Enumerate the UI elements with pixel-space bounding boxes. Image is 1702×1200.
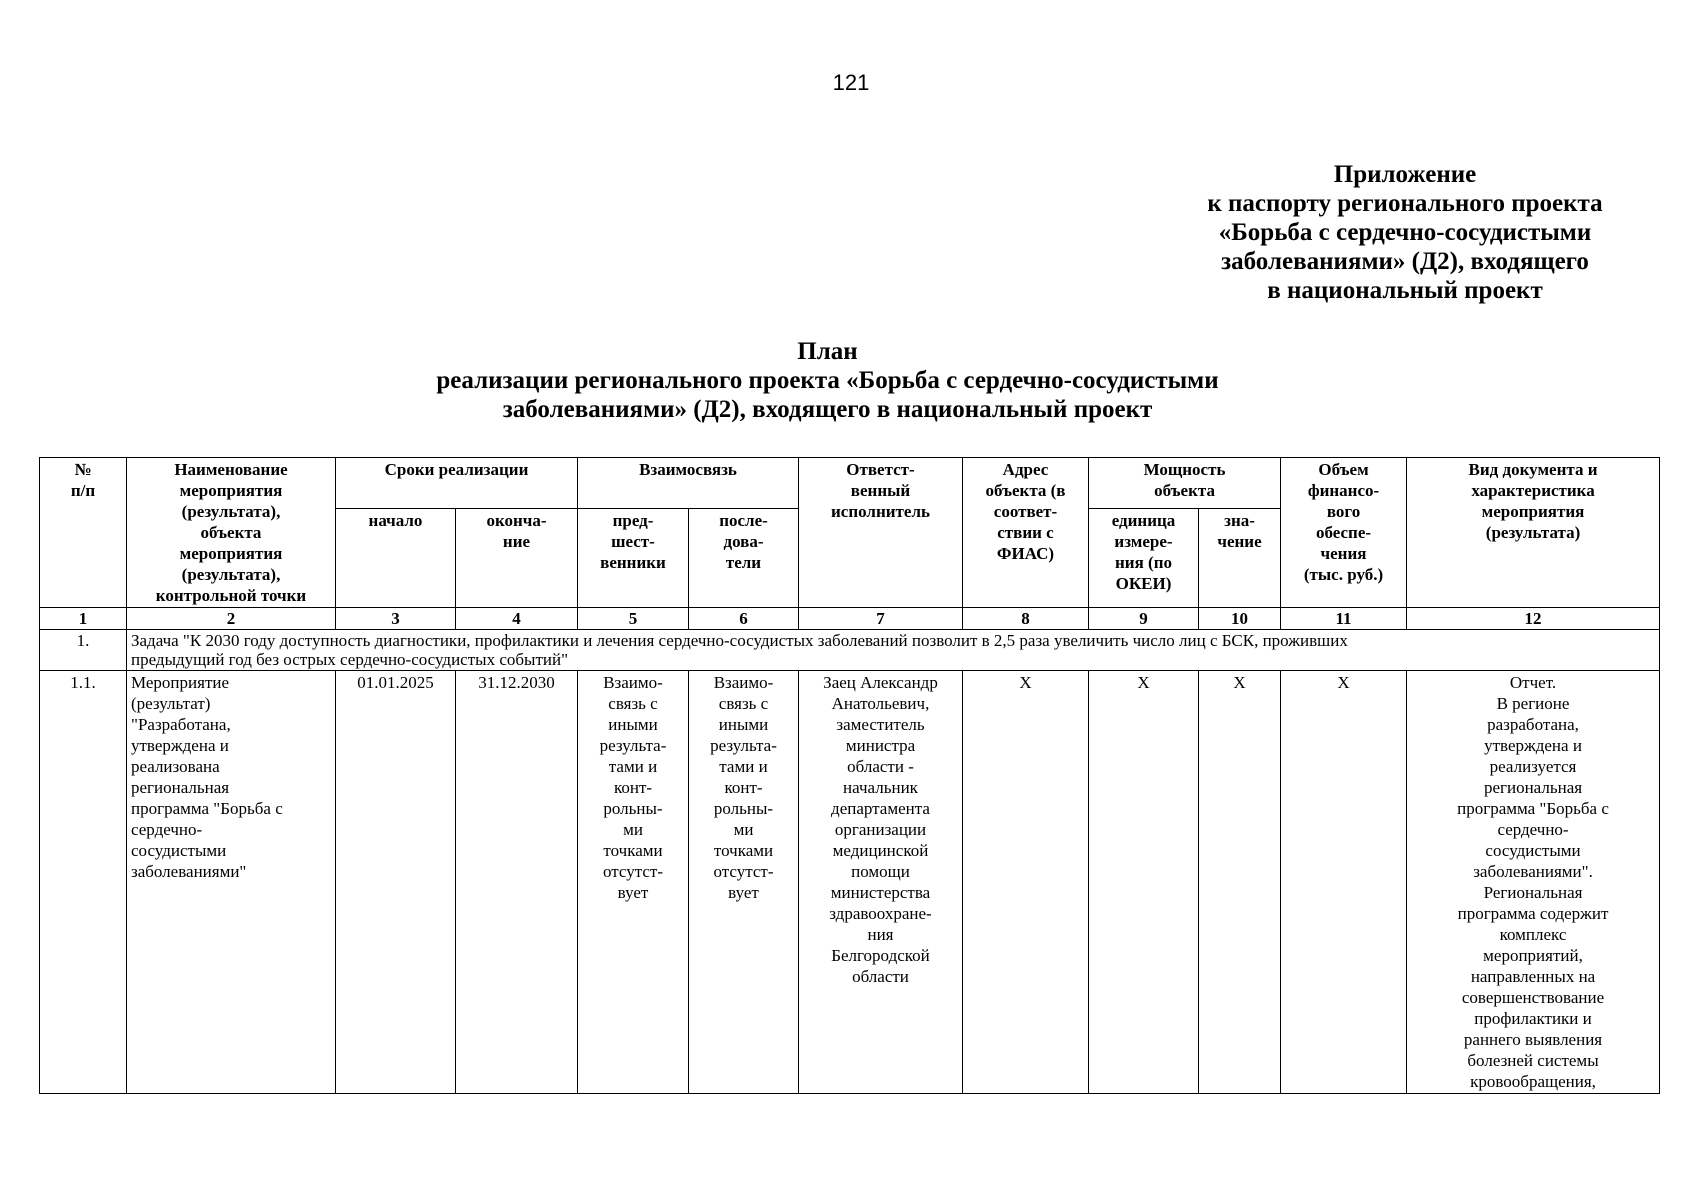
column-number: 7 <box>799 608 963 630</box>
header-unit: единица измере- ния (по ОКЕИ) <box>1089 509 1199 608</box>
appendix-line: заболеваниями» (Д2), входящего <box>1221 248 1589 275</box>
page-number: 121 <box>832 70 870 95</box>
header-value: зна- чение <box>1199 509 1281 608</box>
plan-title <box>300 337 1355 424</box>
row-num: 1.1. <box>40 671 127 1094</box>
appendix-heading <box>1155 160 1655 305</box>
header-funding: Объем финансо- вого обеспе- чения (тыс. руб.) <box>1281 458 1407 608</box>
appendix-line: «Борьба с сердечно-сосудистыми <box>1218 219 1592 246</box>
plan-subtitle-line: заболеваниями» (Д2), входящего в национальный проект <box>502 396 1153 423</box>
header-num: № п/п <box>40 458 127 608</box>
column-number: 11 <box>1281 608 1407 630</box>
appendix-line: в национальный проект <box>1267 277 1543 304</box>
plan-subtitle-line: реализации регионального проекта «Борьба с сердечно-сосудистыми <box>436 367 1219 394</box>
row-predecessors: Взаимо- связь с иными результа- тами и конт- рольны- ми точками отсутст- вует <box>578 671 689 1094</box>
header-responsible: Ответст- венный исполнитель <box>799 458 963 608</box>
header-terms: Сроки реализации <box>336 458 578 509</box>
implementation-plan-table <box>39 457 1660 1094</box>
column-number: 9 <box>1089 608 1199 630</box>
appendix-line: Приложение <box>1333 161 1477 188</box>
header-predecessors: пред- шест- венники <box>578 509 689 608</box>
column-number: 5 <box>578 608 689 630</box>
header-successors: после- дова- тели <box>689 509 799 608</box>
column-number: 6 <box>689 608 799 630</box>
task-row <box>40 630 1660 671</box>
column-number: 10 <box>1199 608 1281 630</box>
header-name: Наименование мероприятия (результата), объекта мероприятия (результата), контрольной точки <box>127 458 336 608</box>
task-num: 1. <box>40 630 127 671</box>
table-header-row <box>40 458 1660 509</box>
header-capacity: Мощность объекта <box>1089 458 1281 509</box>
row-value: X <box>1199 671 1281 1094</box>
row-funding: X <box>1281 671 1407 1094</box>
header-address: Адрес объекта (в соответ- ствии с ФИАС) <box>963 458 1089 608</box>
header-start: начало <box>336 509 456 608</box>
header-relation: Взаимосвязь <box>578 458 799 509</box>
task-text-line: Задача "К 2030 году доступность диагностики, профилактики и лечения сердечно-сосудистых заболеваний позволит в 2,5 раза увеличить число лиц с БСК, проживших <box>131 631 1348 650</box>
row-responsible: Заец Александр Анатольевич, заместитель министра области - начальник департамента организации медицинской помощи министерства здравоохране- ния Белгородской области <box>799 671 963 1094</box>
row-start-date: 01.01.2025 <box>336 671 456 1094</box>
column-number: 3 <box>336 608 456 630</box>
column-number: 12 <box>1407 608 1660 630</box>
header-doc-type: Вид документа и характеристика мероприятия (результата) <box>1407 458 1660 608</box>
appendix-line: к паспорту регионального проекта <box>1207 190 1603 217</box>
row-unit: X <box>1089 671 1199 1094</box>
row-successors: Взаимо- связь с иными результа- тами и конт- рольны- ми точками отсутст- вует <box>689 671 799 1094</box>
plan-title-main: План <box>797 338 858 365</box>
row-doc-type: Отчет. В регионе разработана, утверждена и реализуется региональная программа "Борьба с сердечно- сосудистыми заболеваниями". Региональная программа содержит комплекс мероприятий, направленных на совершенствование профилактики и раннего выявления болезней системы кровообращения, <box>1407 671 1660 1094</box>
column-number: 4 <box>456 608 578 630</box>
header-end: оконча- ние <box>456 509 578 608</box>
column-number: 2 <box>127 608 336 630</box>
row-end-date: 31.12.2030 <box>456 671 578 1094</box>
row-address: X <box>963 671 1089 1094</box>
column-number: 1 <box>40 608 127 630</box>
task-text <box>127 630 1660 671</box>
column-number: 8 <box>963 608 1089 630</box>
column-number-row <box>40 608 1660 630</box>
task-text-line: предыдущий год без острых сердечно-сосудистых событий" <box>131 650 569 669</box>
table-row <box>40 671 1660 1094</box>
row-name: Мероприятие (результат) "Разработана, утверждена и реализована региональная программа "Борьба с сердечно- сосудистыми заболеваниями" <box>127 671 336 1094</box>
